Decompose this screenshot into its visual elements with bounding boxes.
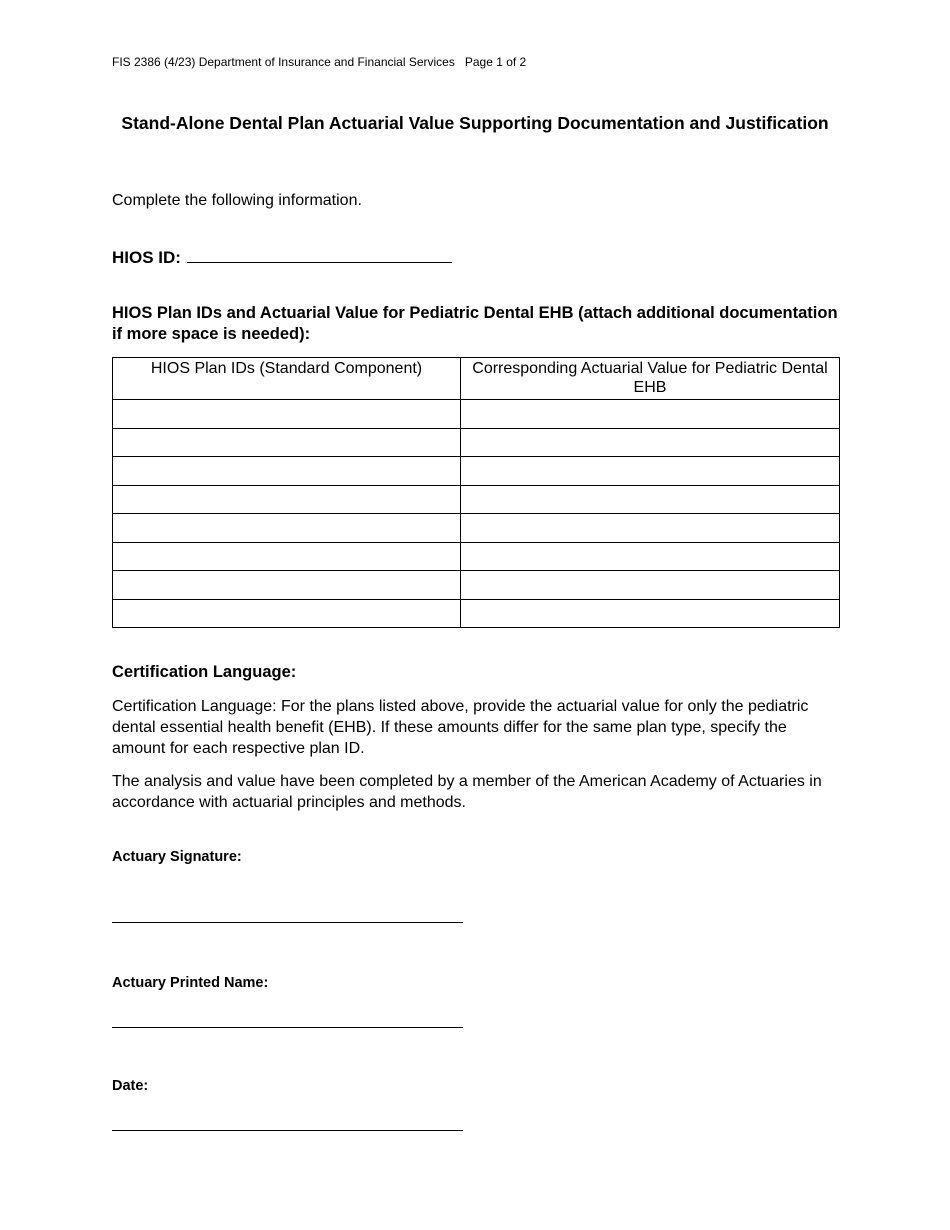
actuarial-value-cell[interactable]: [461, 599, 840, 628]
plan-id-cell[interactable]: [113, 457, 461, 486]
table-row: [113, 400, 840, 429]
actuarial-value-cell[interactable]: [461, 485, 840, 514]
actuarial-value-cell[interactable]: [461, 400, 840, 429]
plan-id-cell[interactable]: [113, 485, 461, 514]
actuary-printed-name-line[interactable]: [112, 1027, 463, 1028]
actuarial-value-cell[interactable]: [461, 514, 840, 543]
certification-paragraph-1: Certification Language: For the plans listed above, provide the actuarial value for only the pediatric dental essential health benefit (EHB). If these amounts differ for the same plan type, specify the amount for each respective plan ID.: [112, 698, 809, 757]
column-header-plan-ids: HIOS Plan IDs (Standard Component): [113, 358, 461, 400]
table-row: [113, 599, 840, 628]
table-row: [113, 514, 840, 543]
plan-id-cell[interactable]: [113, 571, 461, 600]
plan-id-cell[interactable]: [113, 542, 461, 571]
actuarial-value-cell[interactable]: [461, 428, 840, 457]
table-row: [113, 542, 840, 571]
actuarial-value-cell[interactable]: [461, 571, 840, 600]
table-header-row: [113, 358, 840, 400]
certification-paragraph-2: The analysis and value have been completed by a member of the American Academy of Actuaries in accordance with actuarial principles and methods.: [112, 773, 822, 811]
actuary-printed-name-label: Actuary Printed Name:: [112, 975, 269, 991]
plan-id-cell[interactable]: [113, 400, 461, 429]
table-row: [113, 485, 840, 514]
column-header-actuarial-value: Corresponding Actuarial Value for Pediatric Dental EHB: [461, 358, 840, 400]
hios-id-input-line[interactable]: [187, 248, 452, 263]
actuarial-value-cell[interactable]: [461, 457, 840, 486]
form-header: FIS 2386 (4/23) Department of Insurance and Financial Services Page 1 of 2: [112, 55, 527, 69]
table-heading: HIOS Plan IDs and Actuarial Value for Pediatric Dental EHB (attach additional documentation if more space is needed):: [112, 304, 838, 343]
hios-id-label: HIOS ID:: [112, 248, 181, 267]
intro-text: Complete the following information.: [112, 192, 362, 209]
table-row: [113, 571, 840, 600]
date-line[interactable]: [112, 1130, 463, 1131]
table-row: [113, 457, 840, 486]
plan-id-cell[interactable]: [113, 514, 461, 543]
table-row: [113, 428, 840, 457]
actuary-signature-line[interactable]: [112, 922, 463, 923]
actuary-signature-label: Actuary Signature:: [112, 849, 242, 865]
plan-id-table: [112, 357, 840, 628]
date-label: Date:: [112, 1078, 149, 1094]
hios-id-field: [112, 248, 452, 268]
page-title: Stand-Alone Dental Plan Actuarial Value Supporting Documentation and Justification: [121, 113, 829, 133]
plan-id-cell[interactable]: [113, 428, 461, 457]
actuarial-value-cell[interactable]: [461, 542, 840, 571]
certification-heading: Certification Language:: [112, 663, 297, 681]
plan-id-cell[interactable]: [113, 599, 461, 628]
